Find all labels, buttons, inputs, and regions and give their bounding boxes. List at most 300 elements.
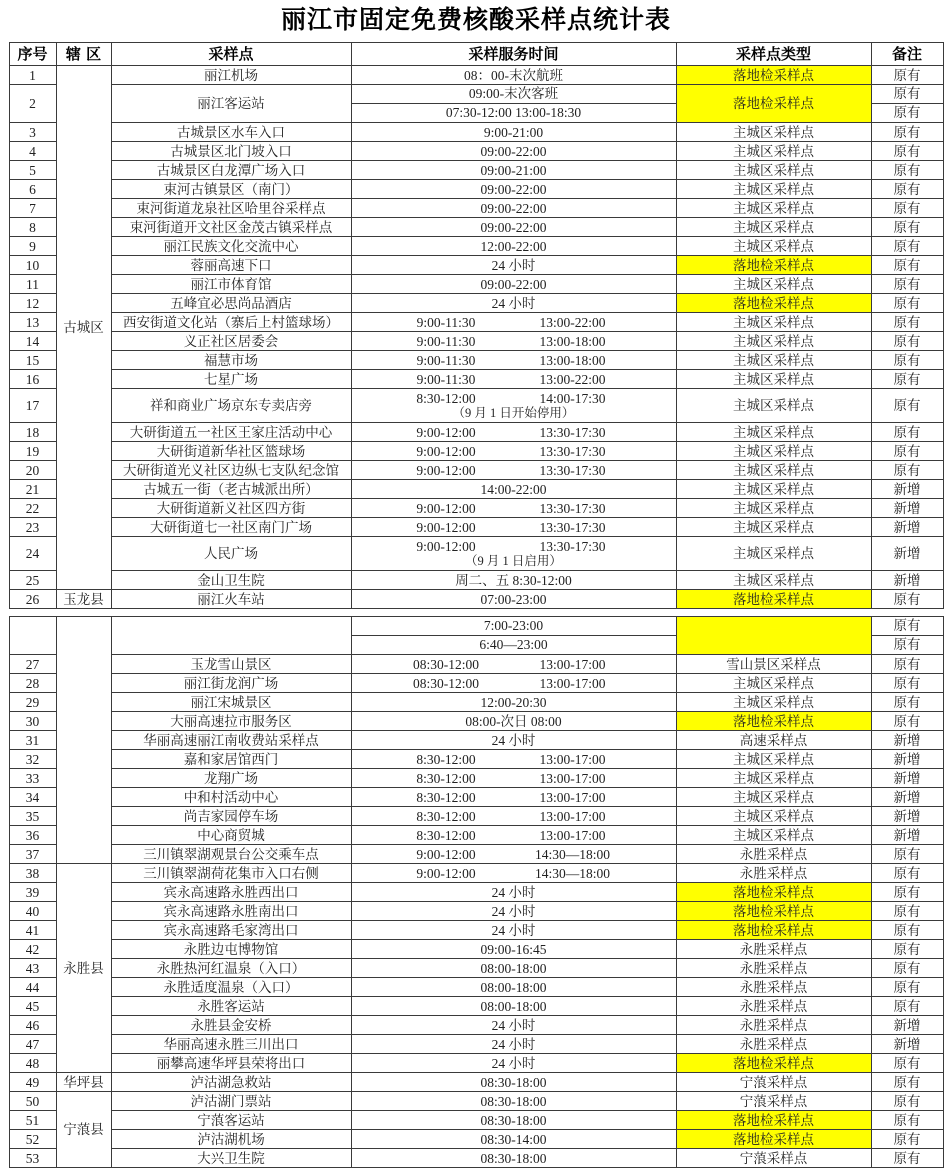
cell-site-name: 大研街道新义社区四方街 [111, 499, 351, 518]
cell-point-type: 主城区采样点 [676, 571, 871, 590]
table-row [9, 655, 943, 674]
table-row [9, 66, 943, 85]
cell-site-name: 七星广场 [111, 370, 351, 389]
cell-row-number: 36 [9, 826, 56, 845]
table-row [9, 142, 943, 161]
cell-service-time: 08:00-18:00 [351, 997, 676, 1016]
cell-site-name: 丽江民族文化交流中心 [111, 237, 351, 256]
service-time-afternoon: 13:00-17:00 [539, 808, 606, 824]
service-time-afternoon: 13:00-17:00 [539, 827, 606, 843]
cell-service-time: 24 小时 [351, 256, 676, 275]
service-time-pair [354, 425, 674, 440]
cell-row-number: 1 [9, 66, 56, 85]
cell-service-time: 09:00-22:00 [351, 199, 676, 218]
cell-row-number: 18 [9, 423, 56, 442]
table-row [9, 807, 943, 826]
cell-service-time: 09:00-21:00 [351, 161, 676, 180]
table-row [9, 1035, 943, 1054]
service-time-morning: 9:00-12:00 [416, 443, 476, 459]
cell-site-name: 丽江街龙润广场 [111, 674, 351, 693]
cell-service-time: 09:00-22:00 [351, 180, 676, 199]
cell-site-name: 永胜适度温泉（入口） [111, 978, 351, 997]
cell-service-time [351, 864, 676, 883]
cell-point-type: 主城区采样点 [676, 518, 871, 537]
table-row [9, 294, 943, 313]
cell-point-type: 主城区采样点 [676, 461, 871, 480]
cell-site-name: 五峰宜必思尚品酒店 [111, 294, 351, 313]
cell-row-number: 8 [9, 218, 56, 237]
table-row [9, 845, 943, 864]
cell-row-number: 7 [9, 199, 56, 218]
table-row [9, 461, 943, 480]
cell-site-name: 永胜县金安桥 [111, 1016, 351, 1035]
cell-service-time: 07:00-23:00 [351, 590, 676, 609]
table-row [9, 1054, 943, 1073]
cell-service-time [351, 655, 676, 674]
cell-remark: 新增 [871, 731, 943, 750]
cell-point-type: 落地检采样点 [676, 66, 871, 85]
cell-point-type: 落地检采样点 [676, 256, 871, 275]
service-time-pair [354, 501, 674, 516]
cell-point-type: 主城区采样点 [676, 693, 871, 712]
service-time-morning: 9:00-12:00 [416, 462, 476, 478]
cell-row-number: 33 [9, 769, 56, 788]
cell-district: 宁蒗县 [56, 1092, 111, 1168]
cell-service-time [351, 423, 676, 442]
cell-remark: 原有 [871, 1111, 943, 1130]
cell-point-type: 永胜采样点 [676, 959, 871, 978]
cell-remark: 原有 [871, 332, 943, 351]
service-time-pair [354, 463, 674, 478]
cell-site-name: 大研街道五一社区王家庄活动中心 [111, 423, 351, 442]
cell-remark: 原有 [871, 864, 943, 883]
service-time-morning: 9:00-12:00 [416, 500, 476, 516]
cell-site-name: 丽攀高速华坪县荣将出口 [111, 1054, 351, 1073]
cell-remark: 原有 [871, 123, 943, 142]
service-time-pair [354, 828, 674, 843]
cell-site-name: 丽江市体育馆 [111, 275, 351, 294]
cell-service-time: 08：00-末次航班 [351, 66, 676, 85]
service-time-afternoon: 13:30-17:30 [539, 538, 606, 554]
service-time-morning: 08:30-12:00 [413, 675, 479, 691]
cell-point-type: 落地检采样点 [676, 1130, 871, 1149]
sampling-points-table-part2 [9, 616, 944, 1168]
cell-row-number: 26 [9, 590, 56, 609]
cell-point-type: 宁蒗采样点 [676, 1073, 871, 1092]
cell-service-time: 周二、五 8:30-12:00 [351, 571, 676, 590]
cell-row-number: 21 [9, 480, 56, 499]
table-row [9, 571, 943, 590]
cell-site-name [111, 617, 351, 655]
col-header-district: 辖 区 [56, 43, 111, 66]
cell-row-number: 35 [9, 807, 56, 826]
cell-remark: 原有 [871, 237, 943, 256]
table-row [9, 997, 943, 1016]
cell-service-time: 08:30-18:00 [351, 1149, 676, 1168]
cell-site-name: 丽江客运站 [111, 85, 351, 123]
table-header-row [9, 43, 943, 66]
cell-service-time: 12:00-22:00 [351, 237, 676, 256]
table-row [9, 1111, 943, 1130]
cell-site-name: 宾永高速路永胜南出口 [111, 902, 351, 921]
cell-site-name: 束河街道开文社区金茂古镇采样点 [111, 218, 351, 237]
cell-remark: 原有 [871, 1149, 943, 1168]
service-time-subrow: 09:00-末次客班 [352, 85, 676, 104]
cell-remark: 原有 [871, 442, 943, 461]
table-row [9, 123, 943, 142]
cell-remark: 新增 [871, 571, 943, 590]
service-time-morning: 9:00-12:00 [416, 424, 476, 440]
cell-row-number: 47 [9, 1035, 56, 1054]
cell-site-name: 祥和商业广场京东专卖店旁 [111, 389, 351, 423]
cell-service-time [351, 313, 676, 332]
cell-point-type: 永胜采样点 [676, 978, 871, 997]
cell-row-number: 31 [9, 731, 56, 750]
service-time-morning: 8:30-12:00 [416, 770, 476, 786]
cell-site-name: 华丽高速丽江南收费站采样点 [111, 731, 351, 750]
cell-remark: 新增 [871, 788, 943, 807]
service-time-afternoon: 13:00-17:00 [539, 656, 606, 672]
cell-site-name: 古城五一街（老古城派出所） [111, 480, 351, 499]
cell-district: 永胜县 [56, 864, 111, 1073]
table-row [9, 275, 943, 294]
service-time-pair [354, 847, 674, 862]
service-time-morning: 8:30-12:00 [416, 827, 476, 843]
cell-row-number: 10 [9, 256, 56, 275]
cell-site-name: 人民广场 [111, 537, 351, 571]
cell-remark: 新增 [871, 537, 943, 571]
cell-remark: 原有 [871, 370, 943, 389]
cell-site-name: 宾永高速路毛家湾出口 [111, 921, 351, 940]
cell-point-type: 主城区采样点 [676, 218, 871, 237]
cell-service-time [351, 85, 676, 123]
cell-point-type: 永胜采样点 [676, 1035, 871, 1054]
cell-service-time: 09:00-22:00 [351, 218, 676, 237]
page-title: 丽江市固定免费核酸采样点统计表 [280, 5, 671, 34]
cell-point-type: 主城区采样点 [676, 142, 871, 161]
cell-point-type: 落地检采样点 [676, 85, 871, 123]
cell-service-time: 08:30-18:00 [351, 1073, 676, 1092]
cell-row-number: 11 [9, 275, 56, 294]
cell-site-name: 义正社区居委会 [111, 332, 351, 351]
cell-service-time: 12:00-20:30 [351, 693, 676, 712]
service-time-pair [354, 790, 674, 805]
cell-remark: 原有 [871, 674, 943, 693]
cell-remark: 原有 [871, 902, 943, 921]
cell-site-name: 金山卫生院 [111, 571, 351, 590]
cell-site-name: 宁蒗客运站 [111, 1111, 351, 1130]
cell-point-type: 主城区采样点 [676, 351, 871, 370]
table-row [9, 423, 943, 442]
cell-row-number: 4 [9, 142, 56, 161]
service-time-pair [354, 391, 674, 406]
remark-subrow: 原有 [893, 637, 921, 652]
cell-site-name: 丽江机场 [111, 66, 351, 85]
cell-remark: 原有 [871, 256, 943, 275]
cell-service-time [351, 537, 676, 571]
table-row [9, 1092, 943, 1111]
cell-remark: 原有 [871, 142, 943, 161]
cell-site-name: 古城景区水车入口 [111, 123, 351, 142]
cell-remark: 原有 [871, 180, 943, 199]
table-row [9, 693, 943, 712]
cell-point-type: 主城区采样点 [676, 788, 871, 807]
table-body-part2 [9, 617, 943, 1168]
service-time-afternoon: 14:30—18:00 [534, 846, 610, 862]
cell-point-type: 主城区采样点 [676, 674, 871, 693]
cell-remark: 新增 [871, 826, 943, 845]
cell-service-time: 09:00-22:00 [351, 142, 676, 161]
cell-remark: 原有 [871, 294, 943, 313]
cell-row-number: 28 [9, 674, 56, 693]
cell-row-number: 45 [9, 997, 56, 1016]
cell-service-time: 09:00-16:45 [351, 940, 676, 959]
cell-site-name: 大研街道新华社区篮球场 [111, 442, 351, 461]
service-time-morning: 9:00-12:00 [416, 846, 476, 862]
cell-point-type: 永胜采样点 [676, 1016, 871, 1035]
cell-remark: 原有 [871, 423, 943, 442]
cell-row-number: 52 [9, 1130, 56, 1149]
service-time-afternoon: 13:00-22:00 [539, 314, 606, 330]
cell-remark: 新增 [871, 1035, 943, 1054]
cell-point-type: 落地检采样点 [676, 590, 871, 609]
cell-service-time [351, 617, 676, 655]
cell-point-type: 主城区采样点 [676, 442, 871, 461]
cell-row-number: 43 [9, 959, 56, 978]
cell-row-number: 38 [9, 864, 56, 883]
cell-district: 古城区 [56, 66, 111, 590]
cell-service-time [351, 769, 676, 788]
cell-remark: 原有 [871, 921, 943, 940]
service-time-pair [354, 866, 674, 881]
remark-subrow: 原有 [872, 617, 943, 636]
cell-point-type: 宁蒗采样点 [676, 1149, 871, 1168]
table-row [9, 712, 943, 731]
cell-remark [871, 617, 943, 655]
cell-site-name: 大研街道七一社区南门广场 [111, 518, 351, 537]
cell-service-time: 24 小时 [351, 1016, 676, 1035]
table-row [9, 769, 943, 788]
cell-row-number [9, 617, 56, 655]
cell-service-time: 08:00-18:00 [351, 959, 676, 978]
cell-row-number: 14 [9, 332, 56, 351]
cell-point-type: 落地检采样点 [676, 1054, 871, 1073]
service-time-pair [354, 539, 674, 554]
cell-remark: 原有 [871, 712, 943, 731]
cell-point-type: 主城区采样点 [676, 123, 871, 142]
cell-point-type: 主城区采样点 [676, 499, 871, 518]
cell-site-name: 泸沽湖急救站 [111, 1073, 351, 1092]
cell-site-name: 三川镇翠湖观景台公交乘车点 [111, 845, 351, 864]
cell-remark: 原有 [871, 161, 943, 180]
cell-site-name: 大兴卫生院 [111, 1149, 351, 1168]
service-time-morning: 8:30-12:00 [416, 789, 476, 805]
table-row [9, 85, 943, 123]
cell-row-number: 39 [9, 883, 56, 902]
table-row [9, 161, 943, 180]
table-row [9, 537, 943, 571]
table-row [9, 480, 943, 499]
cell-site-name: 玉龙雪山景区 [111, 655, 351, 674]
cell-point-type: 主城区采样点 [676, 370, 871, 389]
cell-site-name: 古城景区白龙潭广场入口 [111, 161, 351, 180]
service-time-pair [354, 520, 674, 535]
service-time-afternoon: 13:30-17:30 [539, 462, 606, 478]
table-row [9, 1016, 943, 1035]
cell-remark: 原有 [871, 218, 943, 237]
service-time-subrow: 6:40—23:00 [479, 637, 548, 652]
cell-site-name: 永胜边屯博物馆 [111, 940, 351, 959]
cell-row-number: 13 [9, 313, 56, 332]
cell-row-number: 15 [9, 351, 56, 370]
cell-service-time: 9:00-21:00 [351, 123, 676, 142]
cell-service-time: 24 小时 [351, 883, 676, 902]
service-time-morning: 8:30-12:00 [416, 808, 476, 824]
table-row [9, 921, 943, 940]
service-time-pair [354, 353, 674, 368]
cell-site-name: 福慧市场 [111, 351, 351, 370]
table-body-part1 [9, 66, 943, 609]
table-row [9, 332, 943, 351]
cell-service-time [351, 461, 676, 480]
table-row [9, 826, 943, 845]
cell-service-time [351, 389, 676, 423]
cell-service-time [351, 370, 676, 389]
service-time-afternoon: 13:30-17:30 [539, 500, 606, 516]
table-row [9, 959, 943, 978]
cell-row-number: 20 [9, 461, 56, 480]
cell-point-type: 主城区采样点 [676, 537, 871, 571]
cell-site-name: 古城景区北门坡入口 [111, 142, 351, 161]
cell-site-name: 丽江火车站 [111, 590, 351, 609]
cell-point-type: 主城区采样点 [676, 826, 871, 845]
cell-site-name: 宾永高速路永胜西出口 [111, 883, 351, 902]
service-time-afternoon: 13:00-17:00 [539, 770, 606, 786]
cell-point-type: 永胜采样点 [676, 997, 871, 1016]
cell-remark: 原有 [871, 959, 943, 978]
cell-remark: 原有 [871, 655, 943, 674]
cell-point-type: 落地检采样点 [676, 294, 871, 313]
cell-remark: 新增 [871, 1016, 943, 1035]
table-row [9, 180, 943, 199]
service-time-afternoon: 13:00-22:00 [539, 371, 606, 387]
service-time-afternoon: 14:00-17:30 [539, 390, 606, 406]
cell-remark: 新增 [871, 499, 943, 518]
table-row [9, 199, 943, 218]
sampling-points-table-part1 [9, 42, 944, 609]
cell-site-name: 蓉丽高速下口 [111, 256, 351, 275]
cell-row-number: 27 [9, 655, 56, 674]
cell-remark: 原有 [871, 199, 943, 218]
cell-site-name: 尚吉家园停车场 [111, 807, 351, 826]
service-time-pair [354, 809, 674, 824]
service-time-pair [354, 372, 674, 387]
cell-point-type: 主城区采样点 [676, 750, 871, 769]
cell-point-type: 落地检采样点 [676, 902, 871, 921]
service-time-pair [354, 444, 674, 459]
cell-remark: 原有 [871, 351, 943, 370]
service-time-morning: 08:30-12:00 [413, 656, 479, 672]
cell-remark: 原有 [871, 845, 943, 864]
cell-row-number: 32 [9, 750, 56, 769]
table-row [9, 313, 943, 332]
table-row [9, 1073, 943, 1092]
cell-site-name: 永胜热河红温泉（入口） [111, 959, 351, 978]
cell-service-time: 24 小时 [351, 902, 676, 921]
cell-row-number: 41 [9, 921, 56, 940]
cell-row-number: 24 [9, 537, 56, 571]
cell-remark [871, 85, 943, 123]
service-time-afternoon: 13:00-17:00 [539, 751, 606, 767]
cell-row-number: 12 [9, 294, 56, 313]
cell-point-type: 落地检采样点 [676, 883, 871, 902]
cell-point-type: 永胜采样点 [676, 845, 871, 864]
cell-site-name: 西安街道文化站（寨后上村篮球场） [111, 313, 351, 332]
cell-service-time [351, 674, 676, 693]
cell-row-number: 48 [9, 1054, 56, 1073]
service-time-afternoon: 13:30-17:30 [539, 424, 606, 440]
cell-row-number: 46 [9, 1016, 56, 1035]
cell-remark: 原有 [871, 1054, 943, 1073]
cell-service-time: 24 小时 [351, 731, 676, 750]
service-time-morning: 8:30-12:00 [416, 390, 476, 406]
col-header-note: 备注 [871, 43, 943, 66]
cell-row-number: 19 [9, 442, 56, 461]
cell-point-type: 主城区采样点 [676, 769, 871, 788]
cell-service-time: 24 小时 [351, 1035, 676, 1054]
cell-service-time: 08:30-18:00 [351, 1111, 676, 1130]
table-row [9, 1130, 943, 1149]
cell-row-number: 9 [9, 237, 56, 256]
cell-point-type: 落地检采样点 [676, 712, 871, 731]
cell-remark: 原有 [871, 389, 943, 423]
cell-service-time: 08:00-次日 08:00 [351, 712, 676, 731]
service-time-pair [354, 334, 674, 349]
table-row [9, 978, 943, 997]
col-header-time: 采样服务时间 [351, 43, 676, 66]
cell-site-name: 束河古镇景区（南门） [111, 180, 351, 199]
table-row [9, 940, 943, 959]
cell-service-time: 24 小时 [351, 1054, 676, 1073]
cell-site-name: 泸沽湖机场 [111, 1130, 351, 1149]
cell-point-type: 主城区采样点 [676, 161, 871, 180]
service-time-subrow: 07:30-12:00 13:00-18:30 [445, 105, 582, 120]
service-time-subrow: 7:00-23:00 [352, 617, 676, 636]
cell-service-time [351, 750, 676, 769]
cell-point-type: 落地检采样点 [676, 1111, 871, 1130]
cell-remark: 原有 [871, 883, 943, 902]
service-time-afternoon: 14:30—18:00 [534, 865, 610, 881]
cell-row-number: 50 [9, 1092, 56, 1111]
cell-point-type: 宁蒗采样点 [676, 1092, 871, 1111]
cell-remark: 原有 [871, 275, 943, 294]
cell-remark: 原有 [871, 1092, 943, 1111]
table-row [9, 883, 943, 902]
service-time-morning: 8:30-12:00 [416, 751, 476, 767]
cell-site-name: 束河街道龙泉社区哈里谷采样点 [111, 199, 351, 218]
service-time-morning: 9:00-11:30 [416, 352, 476, 368]
cell-service-time [351, 351, 676, 370]
cell-remark: 原有 [871, 66, 943, 85]
service-time-note: （9 月 1 日启用） [465, 553, 562, 568]
service-time-morning: 9:00-12:00 [416, 538, 476, 554]
service-time-morning: 9:00-12:00 [416, 519, 476, 535]
cell-site-name: 华丽高速永胜三川出口 [111, 1035, 351, 1054]
cell-point-type: 主城区采样点 [676, 180, 871, 199]
cell-row-number: 5 [9, 161, 56, 180]
service-time-morning: 9:00-12:00 [416, 865, 476, 881]
cell-point-type: 永胜采样点 [676, 940, 871, 959]
